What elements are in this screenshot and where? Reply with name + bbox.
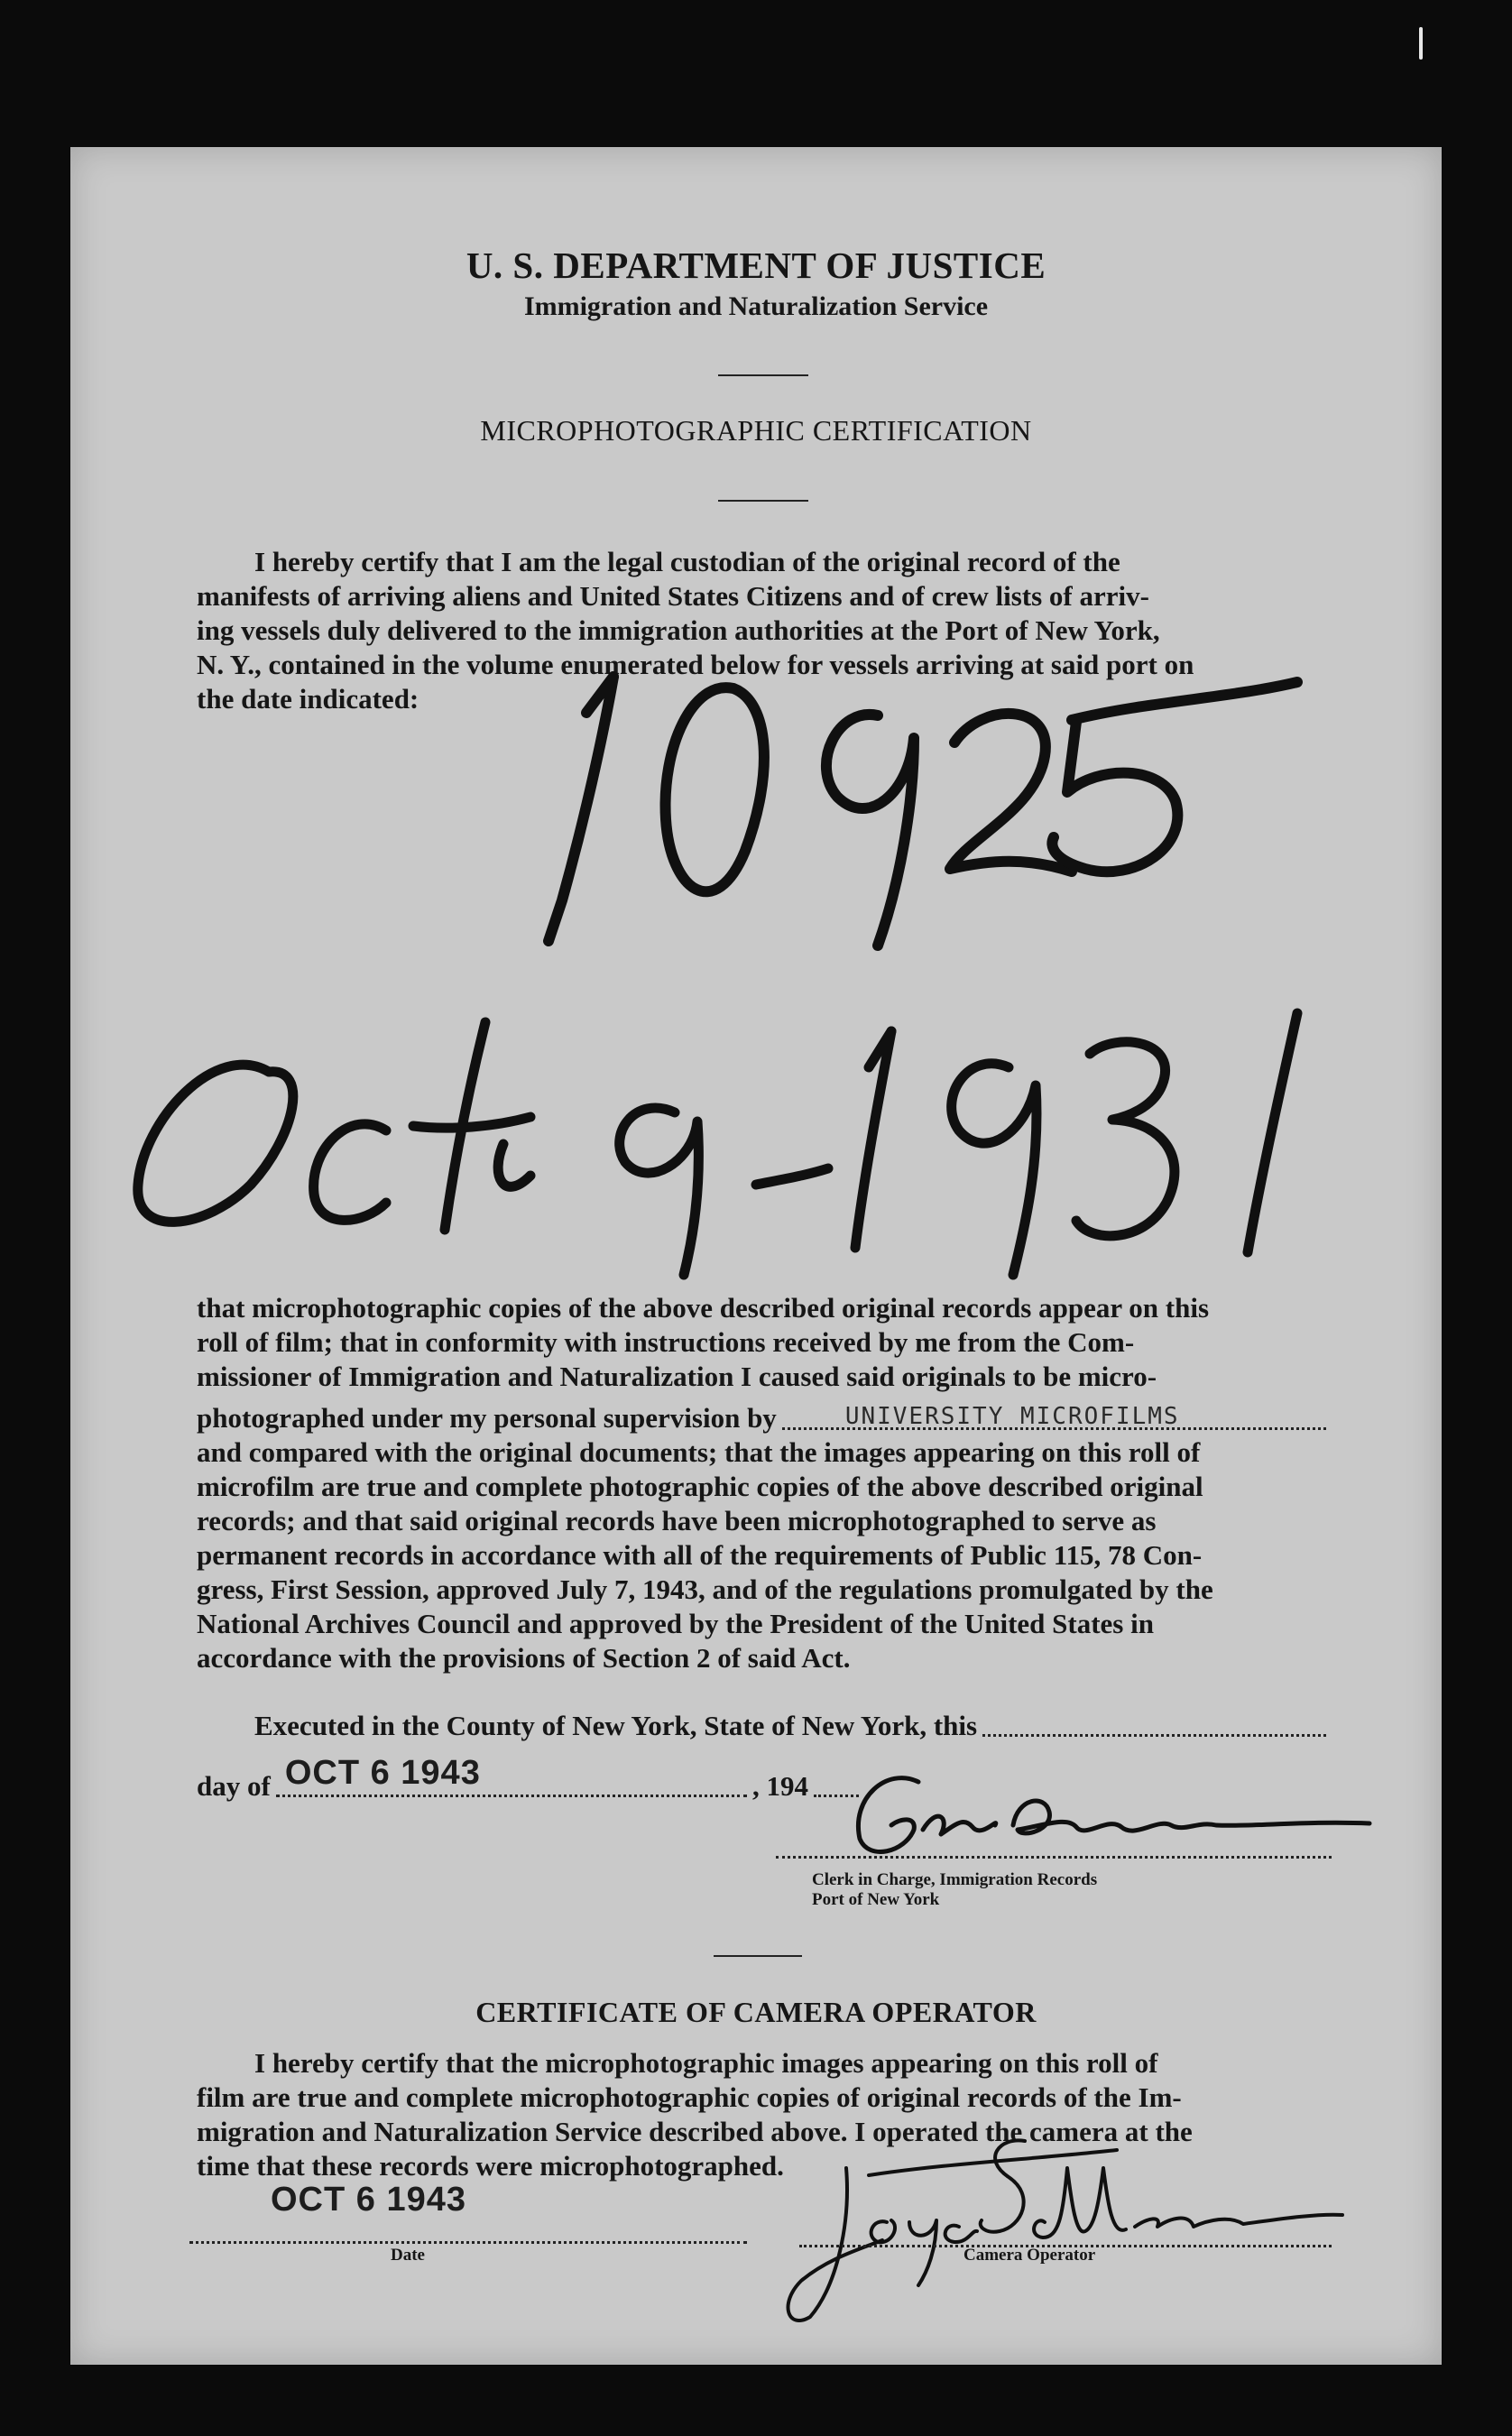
- paragraph-line: I hereby certify that I am the legal custodian of the original record of the: [254, 546, 1120, 577]
- year-prefix: , 194: [752, 1770, 808, 1802]
- executed-line: [254, 1710, 1332, 1742]
- department-heading: U. S. DEPARTMENT OF JUSTICE: [466, 245, 1046, 286]
- certification-title: MICROPHOTOGRAPHIC CERTIFICATION: [480, 414, 1032, 447]
- paragraph-line: roll of film; that in conformity with instructions received by me from the Com-: [197, 1326, 1135, 1358]
- paragraph-line: N. Y., contained in the volume enumerated below for vessels arriving at said port on: [197, 649, 1194, 680]
- header-divider: [718, 374, 808, 376]
- clerk-location: Port of New York: [812, 1890, 940, 1909]
- title-divider: [718, 500, 808, 502]
- paragraph-line: ing vessels duly delivered to the immigration authorities at the Port of New York,: [197, 614, 1160, 646]
- supervision-prefix: photographed under my personal supervision by: [197, 1402, 777, 1434]
- operator-label: Camera Operator: [963, 2246, 1096, 2265]
- paragraph-line: the date indicated:: [197, 683, 419, 715]
- paragraph-line: records; and that said original records have been microphotographed to serve as: [197, 1505, 1157, 1536]
- day-of-line: [197, 1754, 864, 1803]
- clerk-title: Clerk in Charge, Immigration Records: [812, 1870, 1098, 1889]
- camera-date-line: [189, 2240, 747, 2244]
- supervision-line: [197, 1401, 1332, 1435]
- paragraph-line: National Archives Council and approved by the President of the United States in: [197, 1608, 1154, 1639]
- paragraph-line: microfilm are true and complete photographic copies of the above described original: [197, 1471, 1203, 1502]
- camera-date-stamp: OCT 6 1943: [271, 2181, 466, 2219]
- clerk-signature: [837, 1762, 1378, 1879]
- camera-certificate-title: CERTIFICATE OF CAMERA OPERATOR: [475, 1996, 1037, 2028]
- certificate-document: [70, 147, 1442, 2365]
- paragraph-line: that microphotographic copies of the above described original records appear on this: [197, 1292, 1210, 1324]
- certification-paragraph-2: [197, 1291, 1332, 1675]
- day-of-label: day of: [197, 1770, 271, 1802]
- supervision-fill-field: [782, 1403, 1326, 1430]
- executed-fill-field: [982, 1733, 1326, 1737]
- operator-signature: [738, 2114, 1351, 2330]
- clerk-caption: [812, 1870, 1097, 1910]
- paragraph-line: and compared with the original documents; that the images appearing on this roll of: [197, 1436, 1201, 1468]
- paragraph-line: accordance with the provisions of Section 2 of said Act.: [197, 1642, 851, 1674]
- day-of-fill-field: [276, 1754, 747, 1797]
- paragraph-line: I hereby certify that the microphotographic images appearing on this roll of: [254, 2047, 1158, 2079]
- paragraph-line: time that these records were microphotographed.: [197, 2150, 784, 2182]
- clerk-signature-line: [776, 1855, 1332, 1859]
- paragraph-line: permanent records in accordance with all of the requirements of Public 115, 78 Con-: [197, 1539, 1203, 1571]
- supervision-stamp: UNIVERSITY MICROFILMS: [844, 1403, 1180, 1430]
- paragraph-line: manifests of arriving aliens and United States Citizens and of crew lists of arriv-: [197, 580, 1149, 612]
- paragraph-line: film are true and complete microphotographic copies of original records of the Im-: [197, 2081, 1182, 2113]
- film-scratch-mark: [1419, 27, 1423, 60]
- camera-section-divider: [714, 1955, 802, 1957]
- executed-text: Executed in the County of New York, State of New York, this: [254, 1710, 978, 1741]
- paragraph-line: migration and Naturalization Service described above. I operated the camera at the: [197, 2116, 1193, 2147]
- service-heading: Immigration and Naturalization Service: [523, 291, 989, 321]
- paragraph-line: gress, First Session, approved July 7, 1943, and of the regulations promulgated by the: [197, 1573, 1213, 1605]
- paragraph-line: missioner of Immigration and Naturalization I caused said originals to be micro-: [197, 1361, 1157, 1392]
- handwritten-date: [106, 914, 1333, 1275]
- camera-date-label: Date: [391, 2246, 425, 2265]
- day-of-date-stamp: OCT 6 1943: [284, 1754, 481, 1792]
